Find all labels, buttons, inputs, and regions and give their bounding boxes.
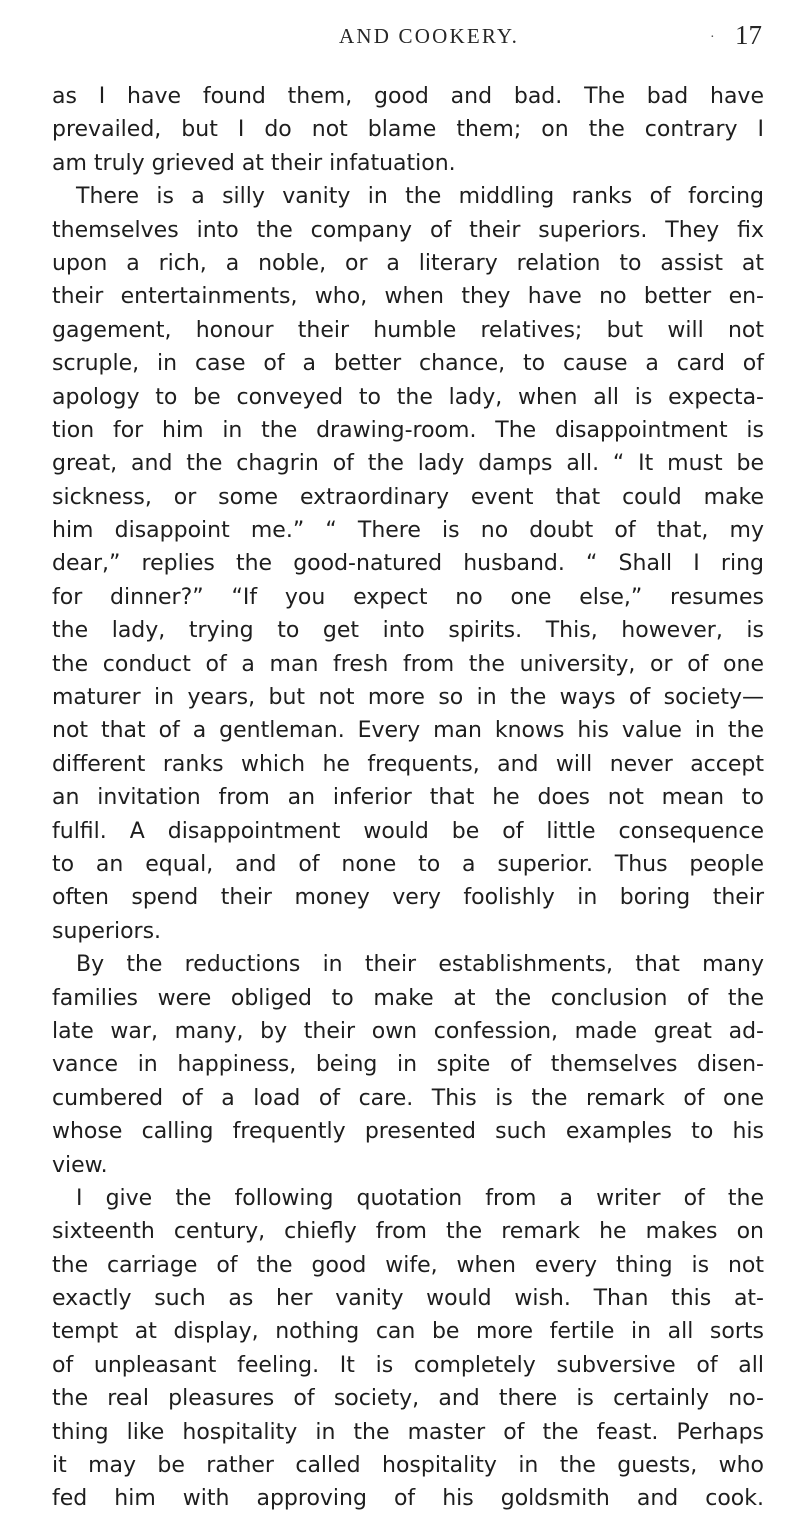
text-line: an invitation from an inferior that he does not mean to — [52, 785, 764, 811]
body-text — [52, 80, 764, 1516]
text-line: prevailed, but I do not blame them; on the contrary I — [52, 117, 764, 143]
text-line: By the reductions in their establishments, that many — [76, 952, 764, 978]
text-line: sixteenth century, chiefly from the remark he makes on — [52, 1219, 764, 1245]
page-number: 17 — [735, 20, 762, 50]
text-line: great, and the chagrin of the lady damps all. “ It must be — [52, 451, 764, 477]
text-line: the lady, trying to get into spirits. This, however, is — [52, 618, 764, 644]
text-line: not that of a gentleman. Every man knows his value in the — [52, 718, 764, 744]
text-line: it may be rather called hospitality in the guests, who — [52, 1453, 764, 1479]
text-line: their entertainments, who, when they have no better en- — [52, 284, 764, 310]
text-line: gagement, honour their humble relatives; but will not — [52, 317, 764, 343]
text-line: tempt at display, nothing can be more fertile in all sorts — [52, 1319, 764, 1345]
running-head — [0, 20, 800, 60]
text-line: maturer in years, but not more so in the ways of society— — [52, 685, 764, 711]
text-line: dear,” replies the good-natured husband. “ Shall I ring — [52, 551, 764, 577]
text-line: as I have found them, good and bad. The bad have — [52, 84, 764, 109]
text-line: the real pleasures of society, and there is certainly no- — [52, 1386, 764, 1412]
text-line: exactly such as her vanity would wish. Than this at- — [52, 1286, 764, 1312]
text-line: themselves into the company of their superiors. They fix — [52, 217, 764, 243]
text-line: of unpleasant feeling. It is completely subversive of all — [52, 1352, 764, 1378]
text-line: to an equal, and of none to a superior. Thus people — [52, 851, 764, 877]
text-line: the carriage of the good wife, when every thing is not — [52, 1252, 764, 1278]
text-line: apology to be conveyed to the lady, when all is expecta- — [52, 384, 764, 410]
text-line: the conduct of a man fresh from the university, or of one — [52, 651, 764, 677]
text-line: for dinner?” “If you expect no one else,” resumes — [52, 584, 764, 610]
header-dot: · — [710, 30, 715, 45]
text-line: thing like hospitality in the master of the feast. Perhaps — [52, 1419, 764, 1445]
text-line: There is a silly vanity in the middling ranks of forcing — [76, 184, 764, 210]
text-line: different ranks which he frequents, and will never accept — [52, 751, 764, 777]
text-line: cumbered of a load of care. This is the remark of one — [52, 1085, 764, 1111]
text-line: tion for him in the drawing-room. The disappointment is — [52, 417, 764, 443]
running-title: AND COOKERY. — [339, 24, 520, 48]
text-line: I give the following quotation from a writer of the — [76, 1185, 764, 1211]
text-line: families were obliged to make at the conclusion of the — [52, 985, 764, 1011]
text-line: often spend their money very foolishly in boring their — [52, 885, 764, 911]
text-line: late war, many, by their own confession, made great ad- — [52, 1018, 764, 1044]
text-line: view. — [52, 1152, 108, 1178]
text-line: upon a rich, a noble, or a literary relation to assist at — [52, 250, 764, 276]
text-line: fed him with approving of his goldsmith and cook. — [52, 1486, 764, 1512]
text-line: superiors. — [52, 918, 162, 944]
text-line: vance in happiness, being in spite of themselves disen- — [52, 1052, 764, 1078]
text-line: whose calling frequently presented such examples to his — [52, 1119, 764, 1145]
text-line: sickness, or some extraordinary event that could make — [52, 484, 764, 510]
text-line: scruple, in case of a better chance, to cause a card of — [52, 351, 764, 377]
text-line: am truly grieved at their infatuation. — [52, 150, 456, 176]
text-line: fulfil. A disappointment would be of little consequence — [52, 818, 764, 844]
text-line: him disappoint me.” “ There is no doubt of that, my — [52, 518, 764, 544]
